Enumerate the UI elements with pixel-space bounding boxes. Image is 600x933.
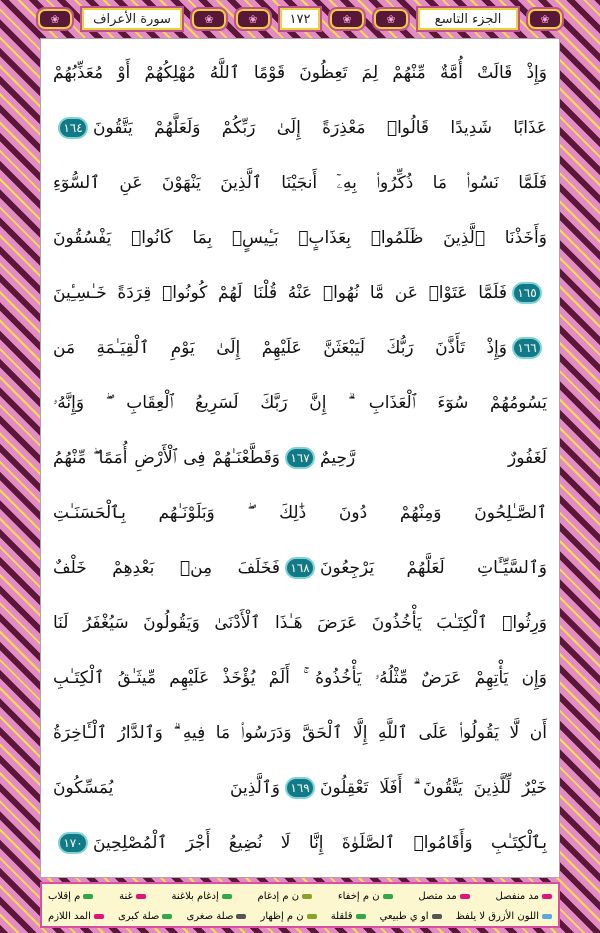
verse-text: ٱلصَّـٰلِحُونَ وَمِنْهُمْ دُونَ ذَٰلِكَ ۖ وَبَلَوْنَـٰهُم بِٱلْحَسَنَـٰتِ	[53, 502, 547, 523]
legend-label: إدغام بلاغنة	[171, 890, 219, 902]
legend-item	[48, 891, 93, 902]
ayah-number-marker: ١٧٠	[58, 832, 88, 854]
legend-label: غنة	[119, 890, 133, 902]
ayah-number-marker: ١٦٩	[285, 777, 315, 799]
text-line	[53, 265, 547, 320]
legend-label: المد اللازم	[48, 910, 91, 922]
text-line	[53, 210, 547, 265]
legend-item	[261, 911, 317, 922]
legend-item	[186, 911, 246, 922]
text-line	[53, 100, 547, 155]
text-line	[53, 485, 547, 540]
color-swatch-icon	[302, 894, 312, 899]
legend-label: صلة كبرى	[117, 910, 160, 922]
page-number: ١٧٢	[280, 8, 320, 30]
legend-label: ن م إظهار	[260, 910, 304, 922]
verse-text: عَذَابًا شَدِيدًا قَالُوا۟ مَعْذِرَةً إِلَىٰ رَبِّكُمْ وَلَعَلَّهُمْ يَتَّقُونَ	[93, 117, 547, 138]
verse-text: وَإِذْ تَأَذَّنَ رَبُّكَ لَيَبْعَثَنَّ عَلَيْهِمْ إِلَىٰ يَوْمِ ٱلْقِيَـٰمَةِ مَن	[53, 337, 507, 358]
text-line	[53, 595, 547, 650]
surah-name: سورة الأعراف	[82, 8, 182, 30]
verse-text: وَرِثُوا۟ ٱلْكِتَـٰبَ يَأْخُذُونَ عَرَضَ هَـٰذَا ٱلْأَدْنَىٰ وَيَقُولُونَ سَيُغْفَرُ لَنَا	[53, 612, 547, 633]
color-swatch-icon	[383, 894, 393, 899]
legend-item	[418, 891, 469, 902]
ornament-icon: ❀	[374, 9, 408, 29]
legend-item	[331, 911, 366, 922]
legend-row	[48, 886, 552, 906]
color-swatch-icon	[307, 914, 317, 919]
legend-item	[496, 891, 552, 902]
verse-text: فَلَمَّا عَتَوْا۟ عَن مَّا نُهُوا۟ عَنْهُ قُلْنَا لَهُمْ كُونُوا۟ قِرَدَةً خَـٰسِـِٔينَ	[53, 282, 507, 303]
juz-name: الجزء التاسع	[418, 8, 518, 30]
legend-label: صلة صغرى	[186, 910, 234, 922]
legend-label: او ي طبيعي	[379, 910, 429, 922]
color-swatch-icon	[542, 914, 552, 919]
text-line	[53, 650, 547, 705]
color-swatch-icon	[83, 894, 93, 899]
legend-label: اللون الأزرق لا يلفظ	[455, 910, 539, 922]
text-line	[53, 815, 547, 870]
color-swatch-icon	[542, 894, 552, 899]
ornament-icon: ❀	[192, 9, 226, 29]
text-line	[53, 705, 547, 760]
verse-text: أَن لَّا يَقُولُوا۟ عَلَى ٱللَّهِ إِلَّا ٱلْحَقَّ وَدَرَسُوا۟ مَا فِيهِ ۗ وَٱلدَّارُ ٱلْـَٔاخِرَةُ	[53, 722, 547, 743]
verse-text: وَٱلَّذِينَ يُمَسِّكُونَ	[53, 777, 280, 798]
text-line	[53, 540, 547, 595]
text-line	[53, 45, 547, 100]
text-line	[53, 320, 547, 375]
verse-text: وَإِذْ قَالَتْ أُمَّةٌ مِّنْهُمْ لِمَ تَعِظُونَ قَوْمًا ٱللَّهُ مُهْلِكُهُمْ أَوْ مُعَذِّبُهُمْ	[53, 62, 547, 83]
legend-item	[171, 891, 231, 902]
ayah-number-marker: ١٦٤	[58, 117, 88, 139]
legend-label: ن م إخفاء	[337, 890, 380, 902]
verse-text: وَقَطَّعْنَـٰهُمْ فِى ٱلْأَرْضِ أُمَمًا ۖ مِّنْهُمُ	[53, 447, 280, 468]
ayah-number-marker: ١٦٦	[512, 337, 542, 359]
legend-label: م إقلاب	[48, 890, 81, 902]
color-swatch-icon	[460, 894, 470, 899]
color-swatch-icon	[94, 914, 104, 919]
text-line	[53, 375, 547, 430]
verse-text: فَلَمَّا نَسُوا۟ مَا ذُكِّرُوا۟ بِهِۦٓ أَنجَيْنَا ٱلَّذِينَ يَنْهَوْنَ عَنِ ٱلسُّوٓءِ	[53, 172, 547, 193]
verse-text: بِٱلْكِتَـٰبِ وَأَقَامُوا۟ ٱلصَّلَوٰةَ إِنَّا لَا نُضِيعُ أَجْرَ ٱلْمُصْلِحِينَ	[93, 832, 547, 853]
verse-text: وَٱلسَّيِّـَٔاتِ لَعَلَّهُمْ يَرْجِعُونَ	[320, 557, 547, 578]
ayah-number-marker: ١٦٧	[285, 447, 315, 469]
verse-text: لَغَفُورٌ رَّحِيمٌ	[320, 447, 547, 468]
text-line	[53, 760, 547, 815]
color-swatch-icon	[432, 914, 442, 919]
color-swatch-icon	[136, 894, 146, 899]
verse-text: خَيْرٌ لِّلَّذِينَ يَتَّقُونَ ۗ أَفَلَا تَعْقِلُونَ	[320, 777, 547, 798]
legend-item	[48, 911, 104, 922]
ornament-icon: ❀	[528, 9, 562, 29]
ornament-icon: ❀	[330, 9, 364, 29]
legend-label: مد منفصل	[495, 890, 539, 902]
verse-text: فَخَلَفَ مِنۢ بَعْدِهِمْ خَلْفٌ	[53, 557, 280, 578]
legend-item	[456, 911, 552, 922]
color-swatch-icon	[356, 914, 366, 919]
tajweed-legend	[40, 882, 560, 928]
color-swatch-icon	[162, 914, 172, 919]
text-line	[53, 430, 547, 485]
page-header	[34, 4, 566, 34]
verse-text: يَسُومُهُمْ سُوٓءَ ٱلْعَذَابِ ۗ إِنَّ رَبَّكَ لَسَرِيعُ ٱلْعِقَابِ ۖ وَإِنَّهُۥ	[53, 392, 547, 413]
text-line	[53, 155, 547, 210]
legend-label: ن م إدغام	[257, 890, 300, 902]
legend-item	[380, 911, 442, 922]
ayah-number-marker: ١٦٨	[285, 557, 315, 579]
ornament-icon: ❀	[38, 9, 72, 29]
verse-text: وَأَخَذْنَا ٱلَّذِينَ ظَلَمُوا۟ بِعَذَابٍۭ بَـِٔيسٍۭ بِمَا كَانُوا۟ يَفْسُقُونَ	[53, 227, 547, 248]
color-swatch-icon	[222, 894, 232, 899]
quran-text-area	[40, 38, 560, 878]
legend-item	[118, 911, 172, 922]
legend-label: مد متصل	[418, 890, 457, 902]
legend-item	[338, 891, 393, 902]
verse-text: وَإِن يَأْتِهِمْ عَرَضٌ مِّثْلُهُۥ يَأْخُذُوهُ ۚ أَلَمْ يُؤْخَذْ عَلَيْهِم مِّيثَـٰقُ ٱلْكِتَـٰبِ	[53, 667, 547, 688]
legend-row	[48, 906, 552, 926]
legend-item	[258, 891, 313, 902]
color-swatch-icon	[236, 914, 246, 919]
legend-item	[119, 891, 146, 902]
legend-label: قلقلة	[330, 910, 353, 922]
ornament-icon: ❀	[236, 9, 270, 29]
ayah-number-marker: ١٦٥	[512, 282, 542, 304]
